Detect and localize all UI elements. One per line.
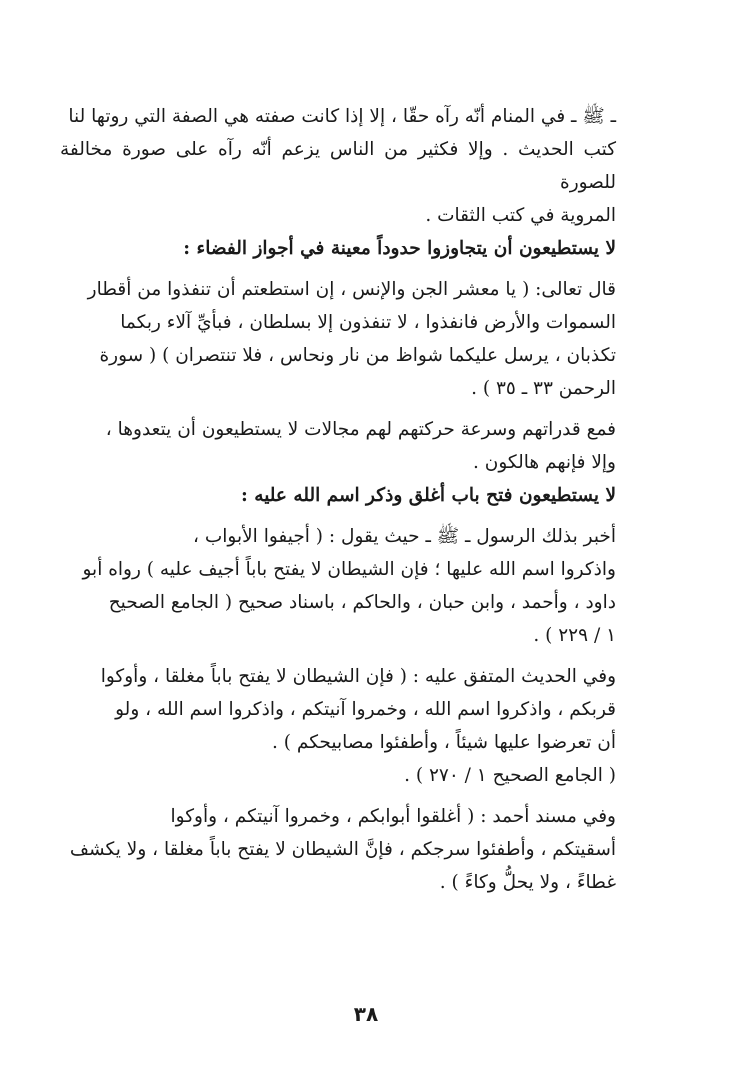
text-line: المروية في كتب الثقات .: [425, 205, 616, 226]
text-line: وإلا فإنهم هالكون .: [472, 452, 616, 473]
text-line: وفي الحديث المتفق عليه : ( فإن الشيطان لا يفتح باباً مغلقا ، وأوكوا: [100, 666, 616, 687]
paragraph-quran-verse: [60, 273, 616, 405]
text-line: أسقيتكم ، وأطفئوا سرجكم ، فإنَّ الشيطان لا يفتح باباً مغلقا ، ولا يكشف: [69, 839, 616, 860]
text-line: فمع قدراتهم وسرعة حركتهم لهم مجالات لا يستطيعون أن يتعدوها ،: [105, 419, 616, 440]
paragraph-hadith-doors: [60, 520, 616, 652]
text-line: أخبر بذلك الرسول ـ ﷺ ـ حيث يقول : ( أجيفوا الأبواب ،: [193, 526, 616, 547]
text-line: داود ، وأحمد ، وابن حبان ، والحاكم ، باسناد صحيح ( الجامع الصحيح: [108, 592, 616, 613]
text-line: قال تعالى: ( يا معشر الجن والإنس ، إن استطعتم أن تنفذوا من أقطار: [87, 279, 616, 300]
text-line: ( الجامع الصحيح ١ / ٢٧٠ ) .: [404, 765, 616, 786]
text-line: واذكروا اسم الله عليها ؛ فإن الشيطان لا يفتح باباً أجيف عليه ) رواه أبو: [82, 559, 616, 580]
text-line: كتب الحديث . وإلا فكثير من الناس يزعم أنّه رآه على صورة مخالفة للصورة: [60, 139, 616, 193]
section-heading-closed-door: لا يستطيعون فتح باب أغلق وذكر اسم الله عليه :: [241, 485, 616, 506]
text-line: ١ / ٢٢٩ ) .: [533, 625, 616, 646]
page-number: ٣٨: [353, 1002, 379, 1026]
text-line: وفي مسند أحمد : ( أغلقوا أبوابكم ، وخمروا آنيتكم ، وأوكوا: [170, 806, 616, 827]
section-heading-space-limits: لا يستطيعون أن يتجاوزوا حدوداً معينة في أجواز الفضاء :: [183, 238, 616, 259]
text-line: أن تعرضوا عليها شيئاً ، وأطفئوا مصابيحكم ) .: [272, 732, 616, 753]
paragraph-agreed-hadith: [60, 660, 616, 792]
paragraph-abilities: [60, 413, 616, 479]
text-line: ـ ﷺ ـ في المنام أنّه رآه حقّا ، إلا إذا كانت صفته هي الصفة التي روتها لنا: [68, 106, 616, 127]
text-line: السموات والأرض فانفذوا ، لا تنفذون إلا بسلطان ، فبأيِّ آلاء ربكما: [120, 312, 616, 333]
text-line: قربكم ، واذكروا اسم الله ، وخمروا آنيتكم ، واذكروا اسم الله ، ولو: [115, 699, 616, 720]
text-line: تكذبان ، يرسل عليكما شواظ من نار ونحاس ، فلا تنتصران ) ( سورة: [99, 345, 616, 366]
text-line: غطاءً ، ولا يحلُّ وكاءً ) .: [439, 872, 616, 893]
paragraph-musnad-ahmad: [60, 800, 616, 899]
paragraph-dream-vision: [60, 100, 616, 232]
page-body: [60, 100, 616, 899]
text-line: الرحمن ٣٣ ـ ٣٥ ) .: [471, 378, 616, 399]
